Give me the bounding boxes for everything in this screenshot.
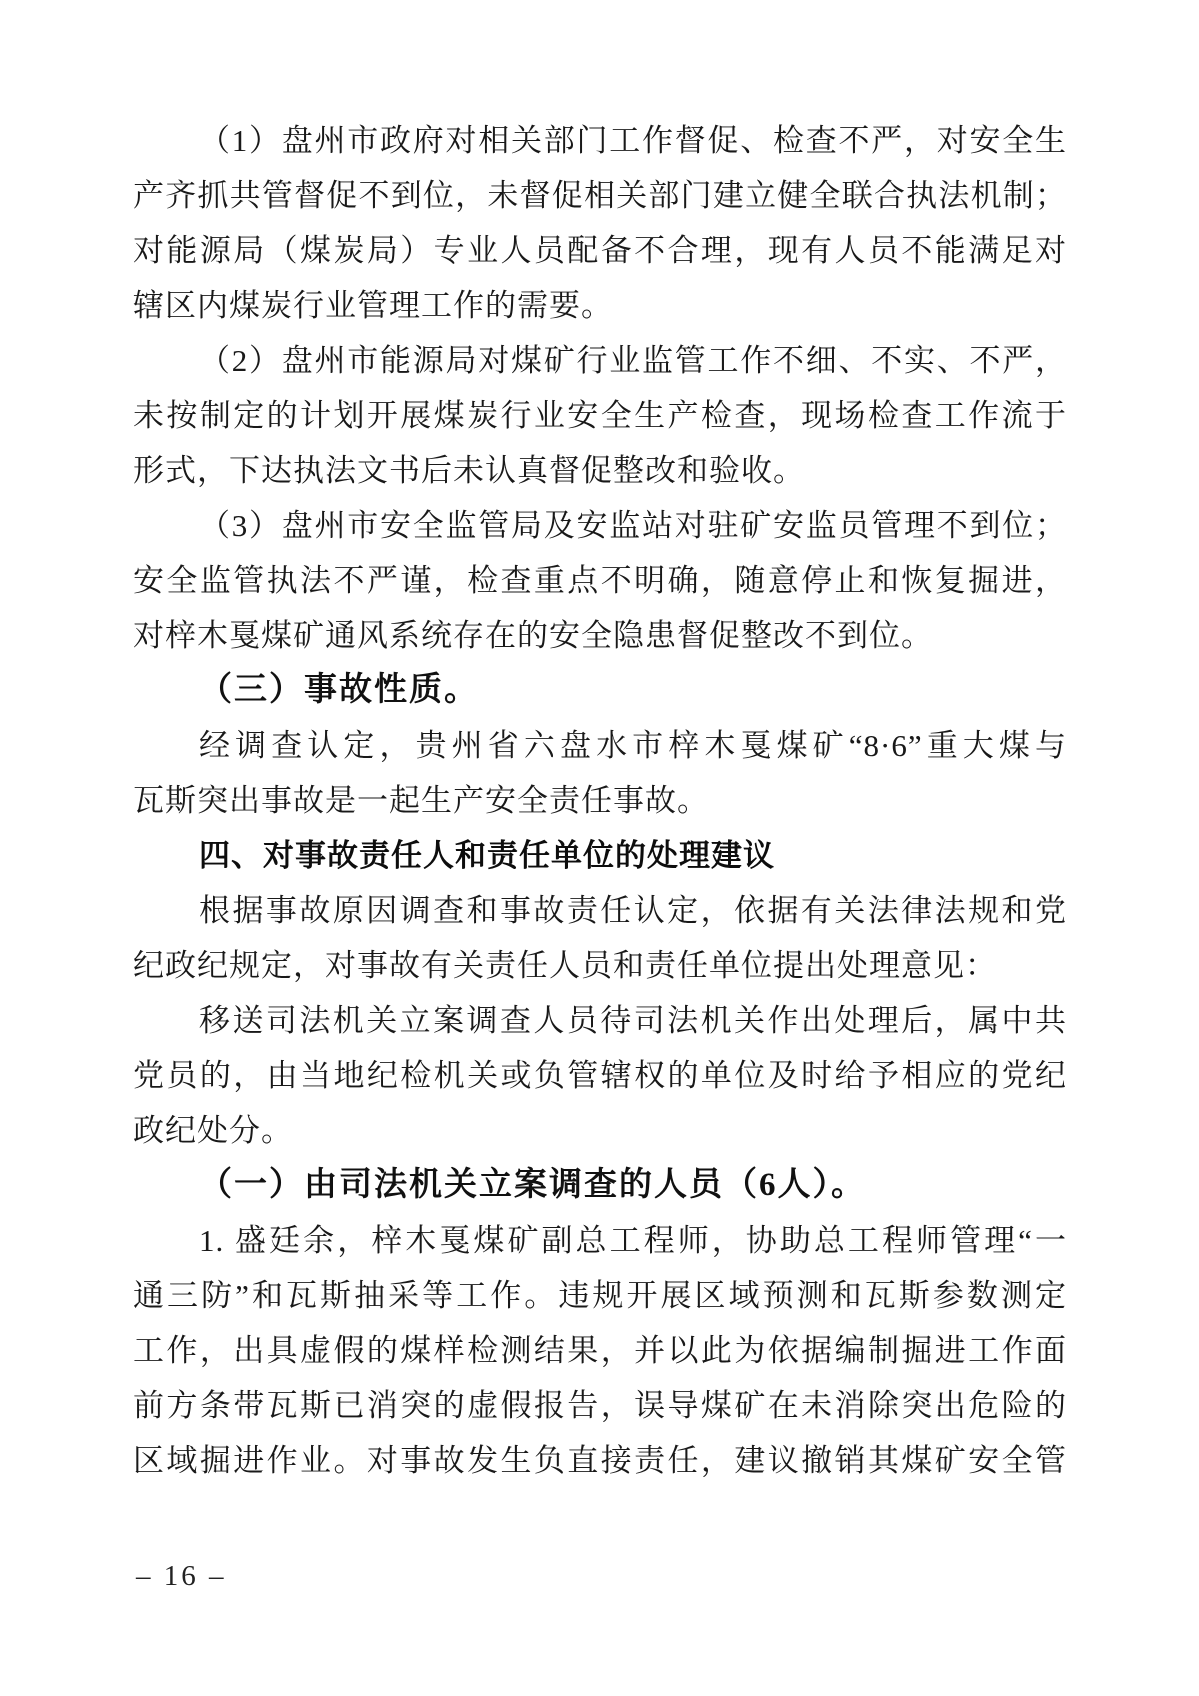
text-line-14: 四、对事故责任人和责任单位的处理建议	[199, 838, 775, 873]
text-line-15: 根据事故原因调查和事故责任认定，依据有关法律法规和党	[199, 893, 1067, 928]
text-line-23: 工作，出具虚假的煤样检测结果，并以此为依据编制掘进工作面	[133, 1333, 1067, 1368]
text-line-5: （2）盘州市能源局对煤矿行业监管工作不细、不实、不严，	[199, 343, 1067, 378]
text-line-21: 1. 盛廷余，梓木戛煤矿副总工程师，协助总工程师管理“一	[199, 1223, 1067, 1258]
text-line-4: 辖区内煤炭行业管理工作的需要。	[133, 288, 613, 323]
text-line-16: 纪政纪规定，对事故有关责任人员和责任单位提出处理意见：	[133, 948, 997, 983]
text-line-24: 前方条带瓦斯已消突的虚假报告，误导煤矿在未消除突出危险的	[133, 1388, 1067, 1423]
text-line-9: 安全监管执法不严谨，检查重点不明确，随意停止和恢复掘进，	[133, 563, 1067, 598]
text-line-2: 产齐抓共管督促不到位，未督促相关部门建立健全联合执法机制；	[133, 178, 1067, 213]
text-line-18: 党员的，由当地纪检机关或负管辖权的单位及时给予相应的党纪	[133, 1058, 1067, 1093]
text-line-22: 通三防”和瓦斯抽采等工作。违规开展区域预测和瓦斯参数测定	[133, 1278, 1067, 1313]
text-line-19: 政纪处分。	[133, 1113, 293, 1148]
text-line-3: 对能源局（煤炭局）专业人员配备不合理，现有人员不能满足对	[133, 233, 1067, 268]
text-line-1: （1）盘州市政府对相关部门工作督促、检查不严，对安全生	[199, 123, 1067, 158]
page-number: – 16 –	[136, 1560, 227, 1592]
text-line-13: 瓦斯突出事故是一起生产安全责任事故。	[133, 783, 709, 818]
text-line-10: 对梓木戛煤矿通风系统存在的安全隐患督促整改不到位。	[133, 618, 933, 653]
page-footer	[136, 1560, 227, 1600]
text-line-25: 区域掘进作业。对事故发生负直接责任，建议撤销其煤矿安全管	[133, 1443, 1067, 1478]
text-line-11: （三）事故性质。	[199, 672, 479, 708]
text-line-6: 未按制定的计划开展煤炭行业安全生产检查，现场检查工作流于	[133, 398, 1067, 433]
text-line-20: （一）由司法机关立案调查的人员（6人）。	[199, 1167, 866, 1203]
text-line-8: （3）盘州市安全监管局及安监站对驻矿安监员管理不到位；	[199, 508, 1067, 543]
text-line-12: 经调查认定，贵州省六盘水市梓木戛煤矿“8·6”重大煤与	[199, 728, 1067, 763]
document-body	[133, 113, 1067, 1488]
text-line-17: 移送司法机关立案调查人员待司法机关作出处理后，属中共	[199, 1003, 1067, 1038]
text-line-7: 形式，下达执法文书后未认真督促整改和验收。	[133, 453, 805, 488]
